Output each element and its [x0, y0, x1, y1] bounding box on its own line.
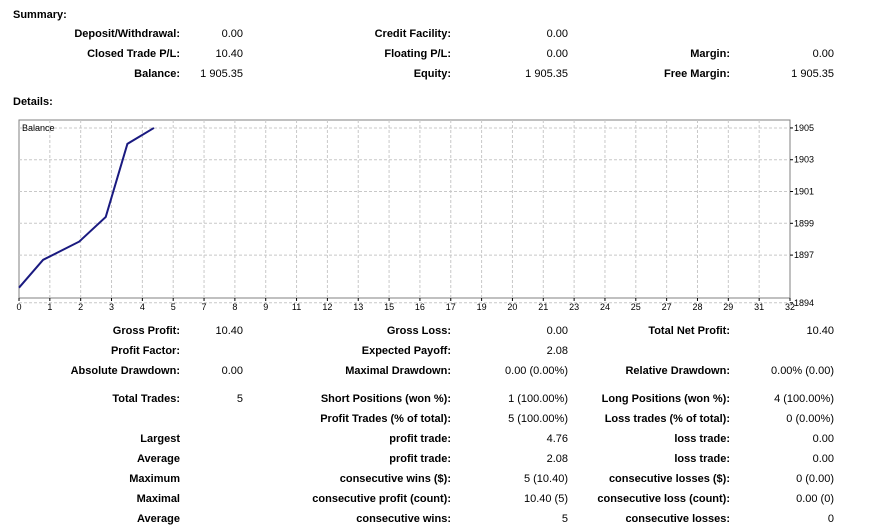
chart-x-tick-label: 23: [569, 302, 580, 312]
details-row-7-c3: consecutive losses ($):: [608, 473, 730, 485]
chart-x-tick-label: 32: [784, 302, 796, 312]
details-row-0-v2: 0.00: [546, 325, 568, 337]
details-row-6-c2: profit trade:: [389, 453, 451, 465]
chart-x-tick-label: 29: [723, 302, 734, 312]
details-row-9-c3: consecutive losses:: [625, 513, 730, 525]
details-row-9-v2: 5: [561, 513, 568, 525]
chart-y-tick-label: 1903: [794, 154, 815, 165]
balance-chart-svg: [14, 116, 844, 314]
chart-y-tick-label: 1897: [794, 250, 815, 261]
chart-x-tick-label: 25: [630, 302, 641, 312]
chart-x-tick-label: 24: [599, 302, 610, 312]
floating-pl-label: Floating P/L:: [384, 48, 451, 60]
chart-x-tick-label: 15: [384, 302, 395, 312]
chart-x-tick-label: 3: [109, 302, 115, 312]
free-margin-value: 1 905.35: [791, 68, 834, 80]
chart-x-tick-label: 16: [414, 302, 425, 312]
free-margin-label: Free Margin:: [663, 68, 730, 80]
details-row-0-v3: 10.40: [806, 325, 834, 337]
chart-x-tick-label: 13: [353, 302, 364, 312]
details-row-7-v2: 5 (10.40): [523, 473, 568, 485]
chart-x-tick-label: 8: [232, 302, 238, 312]
deposit-withdrawal-label: Deposit/Withdrawal:: [74, 28, 180, 40]
chart-x-tick-label: 17: [445, 302, 456, 312]
details-row-3-c3: Long Positions (won %):: [601, 393, 730, 405]
closed-trade-pl-value: 10.40: [215, 48, 243, 60]
details-row-1-c1: Profit Factor:: [110, 345, 180, 357]
details-row-1-c2: Expected Payoff:: [361, 345, 451, 357]
chart-x-tick-label: 4: [139, 302, 145, 312]
chart-y-tick-label: 1905: [794, 122, 815, 133]
details-row-4-c3: Loss trades (% of total):: [604, 413, 730, 425]
details-row-8-v2: 10.40 (5): [523, 493, 568, 505]
details-row-3-v1: 5: [236, 393, 243, 405]
chart-x-tick-label: 21: [538, 302, 549, 312]
margin-label: Margin:: [690, 48, 730, 60]
details-row-5-v3: 0.00: [812, 433, 834, 445]
details-row-8-v3: 0.00 (0): [796, 493, 834, 505]
deposit-withdrawal-value: 0.00: [221, 28, 243, 40]
chart-x-tick-label: 19: [476, 302, 487, 312]
balance-value: 1 905.35: [200, 68, 243, 80]
closed-trade-pl-label: Closed Trade P/L:: [87, 48, 180, 60]
equity-label: Equity:: [413, 68, 451, 80]
chart-y-tick-label: 1894: [794, 297, 815, 308]
details-row-6-v2: 2.08: [546, 453, 568, 465]
details-row-9-c1: Average: [136, 513, 180, 525]
chart-x-tick-label: 0: [16, 302, 22, 312]
details-row-2-v1: 0.00: [221, 365, 243, 377]
details-row-0-v1: 10.40: [215, 325, 243, 337]
details-row-6-c3: loss trade:: [674, 453, 730, 465]
chart-y-ticks: [790, 123, 814, 308]
details-row-7-v3: 0 (0.00): [796, 473, 834, 485]
details-row-6-v3: 0.00: [812, 453, 834, 465]
details-row-9-v3: 0: [827, 513, 834, 525]
details-row-7-c1: Maximum: [129, 473, 180, 485]
chart-x-tick-label: 5: [170, 302, 176, 312]
chart-plot-frame: [19, 120, 790, 298]
details-row-5-c2: profit trade:: [389, 433, 451, 445]
chart-x-ticks: [16, 298, 795, 312]
details-row-0-c1: Gross Profit:: [112, 325, 180, 337]
chart-x-tick-label: 31: [754, 302, 765, 312]
details-row-2-c1: Absolute Drawdown:: [70, 365, 180, 377]
details-row-0-c3: Total Net Profit:: [648, 325, 730, 337]
details-row-0-c2: Gross Loss:: [386, 325, 451, 337]
margin-value: 0.00: [812, 48, 834, 60]
chart-y-tick-label: 1901: [794, 186, 815, 197]
details-row-7-c2: consecutive wins ($):: [339, 473, 451, 485]
details-heading: Details:: [13, 96, 53, 108]
details-row-6-c1: Average: [136, 453, 180, 465]
details-row-2-c2: Maximal Drawdown:: [345, 365, 451, 377]
details-row-4-c2: Profit Trades (% of total):: [320, 413, 451, 425]
floating-pl-value: 0.00: [546, 48, 568, 60]
credit-facility-label: Credit Facility:: [374, 28, 451, 40]
balance-chart: [14, 116, 844, 314]
details-row-8-c2: consecutive profit (count):: [312, 493, 451, 505]
balance-label: Balance:: [134, 68, 180, 80]
details-row-2-v3: 0.00% (0.00): [771, 365, 834, 377]
chart-x-tick-label: 27: [661, 302, 672, 312]
chart-x-tick-label: 2: [78, 302, 84, 312]
details-row-5-v2: 4.76: [546, 433, 568, 445]
details-row-9-c2: consecutive wins:: [356, 513, 451, 525]
chart-x-tick-label: 1: [47, 302, 53, 312]
details-row-2-c3: Relative Drawdown:: [625, 365, 730, 377]
chart-x-tick-label: 20: [507, 302, 518, 312]
chart-x-tick-label: 11: [291, 302, 302, 312]
details-row-3-c1: Total Trades:: [112, 393, 180, 405]
details-row-4-v2: 5 (100.00%): [508, 413, 568, 425]
credit-facility-value: 0.00: [546, 28, 568, 40]
details-row-5-c3: loss trade:: [674, 433, 730, 445]
details-row-2-v2: 0.00 (0.00%): [505, 365, 568, 377]
chart-legend-label: Balance: [22, 123, 55, 133]
summary-heading: Summary:: [13, 9, 67, 21]
details-row-3-v2: 1 (100.00%): [508, 393, 568, 405]
details-row-3-c2: Short Positions (won %):: [320, 393, 451, 405]
chart-y-tick-label: 1899: [794, 218, 815, 229]
chart-x-tick-label: 12: [322, 302, 333, 312]
chart-x-tick-label: 28: [692, 302, 703, 312]
details-row-8-c1: Maximal: [136, 493, 180, 505]
chart-x-tick-label: 7: [201, 302, 207, 312]
details-row-3-v3: 4 (100.00%): [774, 393, 834, 405]
details-row-8-c3: consecutive loss (count):: [597, 493, 730, 505]
details-row-1-v2: 2.08: [546, 345, 568, 357]
details-row-4-v3: 0 (0.00%): [786, 413, 834, 425]
details-row-5-c1: Largest: [140, 433, 180, 445]
equity-value: 1 905.35: [525, 68, 568, 80]
chart-x-tick-label: 9: [263, 302, 269, 312]
